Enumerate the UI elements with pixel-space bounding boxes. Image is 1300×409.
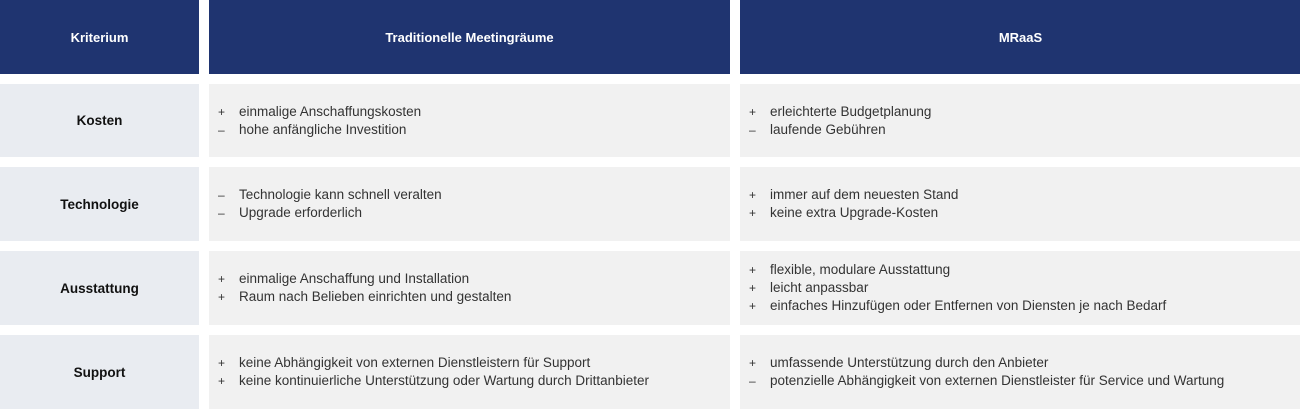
header-mraas: MRaaS	[740, 0, 1300, 74]
list-item	[749, 121, 1300, 139]
mraas-cell	[740, 251, 1300, 325]
traditional-cell	[209, 251, 730, 325]
item-text: einmalige Anschaffungskosten	[239, 103, 422, 119]
header-traditional: Traditionelle Meetingräume	[209, 0, 730, 74]
item-text: keine kontinuierliche Unterstützung oder Wartung durch Drittanbieter	[239, 373, 649, 388]
list-item	[749, 354, 1300, 372]
sign-symbol: –	[218, 122, 225, 137]
sign-symbol: –	[749, 122, 756, 137]
sign-symbol: +	[749, 356, 757, 370]
item-text: umfassende Unterstützung durch den Anbieter	[770, 355, 1049, 370]
sign-symbol: +	[749, 188, 757, 202]
item-text: hohe anfängliche Investition	[239, 121, 407, 137]
item-text: keine extra Upgrade-Kosten	[770, 205, 939, 220]
sign-symbol: –	[749, 374, 756, 388]
list-item	[749, 297, 1300, 315]
list-item	[218, 372, 730, 390]
traditional-cell	[209, 167, 730, 241]
sign-symbol: +	[218, 290, 226, 304]
mraas-cell	[740, 335, 1300, 409]
item-text: Raum nach Belieben einrichten und gestalten	[239, 289, 512, 304]
item-text: einmalige Anschaffung und Installation	[239, 271, 470, 286]
sign-symbol: +	[749, 263, 757, 277]
criterion-cell: Technologie	[0, 167, 199, 241]
sign-symbol: –	[218, 188, 225, 202]
list-item	[218, 103, 730, 121]
item-text: Technologie kann schnell veralten	[239, 187, 442, 202]
sign-symbol: +	[749, 206, 757, 220]
header-criterion: Kriterium	[0, 0, 199, 74]
item-text: immer auf dem neuesten Stand	[770, 187, 959, 202]
sign-symbol: –	[218, 206, 225, 220]
list-item	[218, 121, 730, 139]
list-item	[218, 186, 730, 204]
item-text: erleichterte Budgetplanung	[770, 103, 932, 119]
list-item	[749, 279, 1300, 297]
list-item	[218, 204, 730, 222]
list-item	[218, 354, 730, 372]
list-item	[749, 372, 1300, 390]
list-item	[749, 103, 1300, 121]
list-item	[749, 186, 1300, 204]
list-item	[749, 261, 1300, 279]
sign-symbol: +	[218, 356, 226, 370]
mraas-cell	[740, 167, 1300, 241]
item-text: flexible, modulare Ausstattung	[770, 262, 951, 277]
traditional-cell	[209, 84, 730, 157]
sign-symbol: +	[749, 104, 757, 119]
item-text: Upgrade erforderlich	[239, 205, 363, 220]
criterion-cell: Kosten	[0, 84, 199, 157]
criterion-cell: Ausstattung	[0, 251, 199, 325]
sign-symbol: +	[218, 374, 226, 388]
item-text: einfaches Hinzufügen oder Entfernen von Diensten je nach Bedarf	[770, 298, 1167, 313]
sign-symbol: +	[218, 104, 226, 119]
item-text: laufende Gebühren	[770, 121, 886, 137]
traditional-cell	[209, 335, 730, 409]
sign-symbol: +	[749, 281, 757, 295]
mraas-cell	[740, 84, 1300, 157]
list-item	[749, 204, 1300, 222]
list-item	[218, 270, 730, 288]
list-item	[218, 288, 730, 306]
sign-symbol: +	[218, 272, 226, 286]
item-text: potenzielle Abhängigkeit von externen Dienstleister für Service und Wartung	[770, 373, 1225, 388]
item-text: keine Abhängigkeit von externen Dienstleistern für Support	[239, 355, 591, 370]
criterion-cell: Support	[0, 335, 199, 409]
item-text: leicht anpassbar	[770, 280, 869, 295]
sign-symbol: +	[749, 299, 757, 313]
